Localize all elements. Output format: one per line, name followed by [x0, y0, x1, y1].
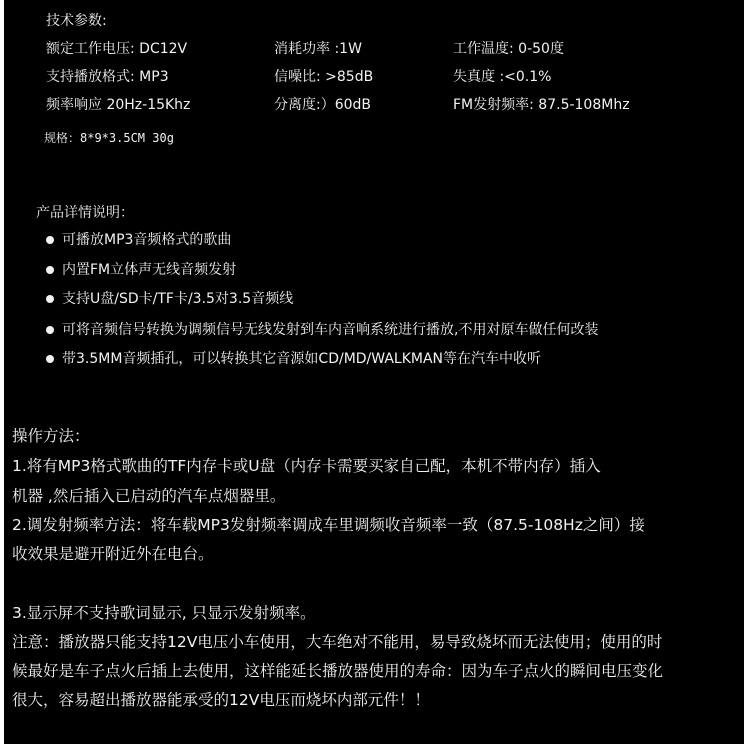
- spec-distortion: 失真度 :<0.1%: [453, 69, 552, 85]
- bullet-icon: [46, 266, 54, 274]
- details-bullet: 带3.5MM音频插孔，可以转换其它音源如CD/MD/WALKMAN等在汽车中收听: [62, 351, 542, 367]
- operation-line: 收效果是避开附近外在电台。: [12, 545, 214, 563]
- details-bullet: 可播放MP3音频格式的歌曲: [62, 232, 232, 248]
- operation-line: 1.将有MP3格式歌曲的TF内存卡或U盘（内存卡需要买家自己配，本机不带内存）插入: [12, 457, 601, 475]
- spec-size-weight: 规格：8*9*3.5CM 30g: [44, 131, 174, 145]
- bullet-icon: [46, 355, 54, 363]
- spec-frequency-response: 频率响应 20Hz-15Khz: [46, 97, 191, 113]
- spec-power: 消耗功率 :1W: [274, 41, 362, 57]
- operation-line: 机器 ,然后插入已启动的汽车点烟器里。: [12, 487, 286, 505]
- spec-rated-voltage: 额定工作电压: DC12V: [46, 41, 188, 57]
- spec-fm-frequency: FM发射频率: 87.5-108Mhz: [453, 97, 630, 113]
- spec-temperature: 工作温度: 0-50度: [453, 41, 564, 57]
- bullet-icon: [46, 326, 54, 334]
- operation-warning: 注意：播放器只能支持12V电压小车使用，大车绝对不能用，易导致烧坏而无法使用；使用的时: [12, 633, 663, 651]
- bullet-icon: [46, 295, 54, 303]
- specs-title: 技术参数:: [46, 13, 107, 29]
- details-bullet: 内置FM立体声无线音频发射: [62, 262, 237, 278]
- spec-format: 支持播放格式: MP3: [46, 69, 169, 85]
- spec-separation: 分离度:）60dB: [274, 97, 372, 113]
- operation-warning: 候最好是车子点火后插上去使用，这样能延长播放器使用的寿命：因为车子点火的瞬间电压变化: [12, 662, 664, 680]
- bullet-icon: [46, 236, 54, 244]
- spec-snr: 信噪比: >85dB: [274, 69, 374, 85]
- details-title: 产品详情说明：: [36, 205, 134, 221]
- details-bullet: 可将音频信号转换为调频信号无线发射到车内音响系统进行播放,不用对原车做任何改装: [62, 322, 599, 338]
- operation-line: 2.调发射频率方法：将车载MP3发射频率调成车里调频收音频率一致（87.5-108Hz之间）接: [12, 516, 645, 534]
- product-description-panel: [4, 0, 744, 744]
- operation-title: 操作方法：: [12, 427, 90, 445]
- operation-note: 3.显示屏不支持歌词显示, 只显示发射频率。: [12, 604, 316, 622]
- operation-warning: 很大，容易超出播放器能承受的12V电压而烧坏内部元件！！: [12, 691, 430, 709]
- details-bullet: 支持U盘/SD卡/TF卡/3.5对3.5音频线: [62, 291, 294, 307]
